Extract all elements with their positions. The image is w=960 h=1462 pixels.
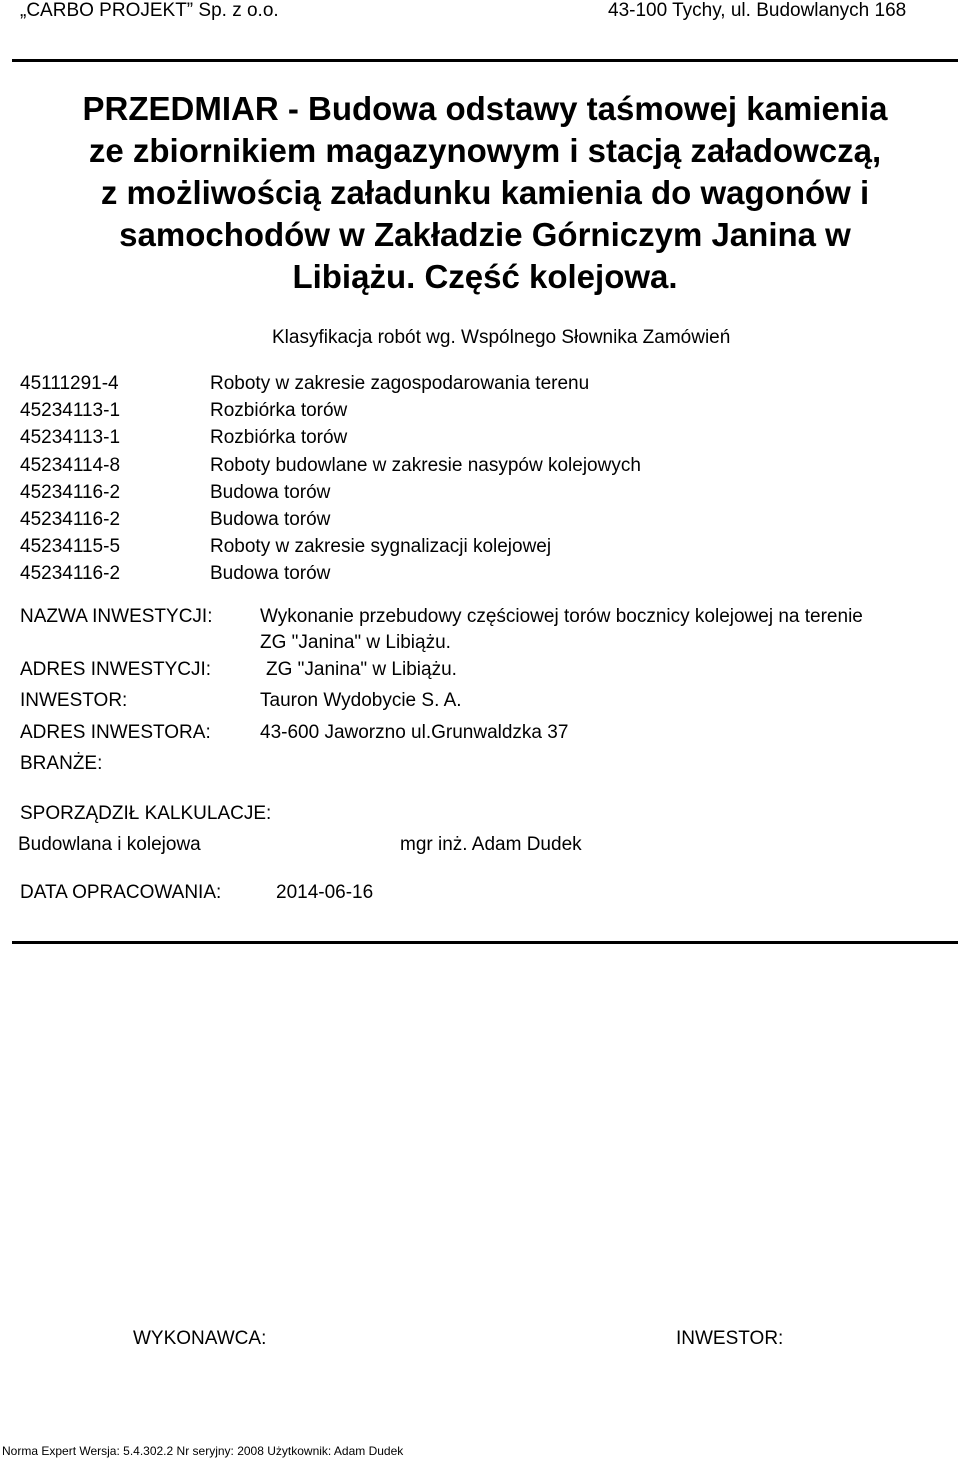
cpv-code: 45234116-2 bbox=[20, 508, 121, 530]
cpv-row bbox=[20, 372, 920, 399]
cpv-description: Roboty w zakresie sygnalizacji kolejowej bbox=[210, 536, 552, 558]
title-line: PRZEDMIAR - Budowa odstawy taśmowej kamienia bbox=[82, 90, 888, 127]
classification-heading: Klasyfikacja robót wg. Wspólnego Słownika Zamówień bbox=[272, 327, 731, 348]
cpv-code: 45234116-2 bbox=[20, 481, 121, 503]
branches-label: BRANŻE: bbox=[20, 753, 103, 774]
cpv-description: Budowa torów bbox=[210, 563, 331, 585]
cpv-description: Rozbiórka torów bbox=[210, 427, 348, 449]
cpv-description: Roboty w zakresie zagospodarowania terenu bbox=[210, 373, 590, 394]
bottom-divider bbox=[12, 941, 958, 944]
top-divider bbox=[12, 59, 958, 62]
cpv-code: 45111291-4 bbox=[20, 373, 119, 394]
cpv-code: 45234116-2 bbox=[20, 563, 121, 585]
investment-name-label: NAZWA INWESTYCJI: bbox=[20, 606, 213, 627]
investor-label: INWESTOR: bbox=[20, 690, 128, 711]
document-title bbox=[20, 88, 950, 298]
title-line: Libiążu. Część kolejowa. bbox=[292, 258, 678, 295]
investor-value: Tauron Wydobycie S. A. bbox=[260, 690, 462, 711]
cpv-code: 45234114-8 bbox=[20, 454, 121, 476]
cpv-code: 45234115-5 bbox=[20, 536, 121, 558]
header-company: „CARBO PROJEKT” Sp. z o.o. bbox=[20, 0, 279, 21]
investment-address-label: ADRES INWESTYCJI: bbox=[20, 659, 212, 680]
prepared-branch: Budowlana i kolejowa bbox=[18, 834, 201, 855]
cpv-code: 45234113-1 bbox=[20, 400, 121, 422]
cpv-description: Rozbiórka torów bbox=[210, 400, 348, 422]
cpv-row bbox=[20, 481, 920, 508]
cpv-description: Budowa torów bbox=[210, 508, 331, 530]
title-line: samochodów w Zakładzie Górniczym Janina w bbox=[119, 216, 851, 253]
cpv-row bbox=[20, 562, 920, 589]
cpv-row bbox=[20, 508, 920, 535]
date-value: 2014-06-16 bbox=[276, 882, 374, 903]
prepared-author: mgr inż. Adam Dudek bbox=[400, 834, 582, 855]
investment-name-line1: Wykonanie przebudowy częściowej torów bocznicy kolejowej na terenie bbox=[260, 606, 863, 627]
cpv-description: Roboty budowlane w zakresie nasypów kolejowych bbox=[210, 454, 641, 476]
investor-address-label: ADRES INWESTORA: bbox=[20, 722, 211, 743]
contractor-signature-label: WYKONAWCA: bbox=[133, 1328, 267, 1349]
title-line: ze zbiornikiem magazynowym i stacją załadowczą, bbox=[88, 132, 882, 169]
cpv-description: Budowa torów bbox=[210, 481, 331, 503]
cpv-row bbox=[20, 426, 920, 453]
cpv-row bbox=[20, 535, 920, 562]
header-address: 43-100 Tychy, ul. Budowlanych 168 bbox=[608, 0, 907, 21]
title-line: z możliwością załadunku kamienia do wagonów i bbox=[100, 174, 870, 211]
prepared-by-label: SPORZĄDZIŁ KALKULACJE: bbox=[20, 803, 272, 824]
investment-address-value: ZG "Janina" w Libiążu. bbox=[266, 659, 457, 680]
cpv-code: 45234113-1 bbox=[20, 427, 121, 449]
investor-signature-label: INWESTOR: bbox=[676, 1328, 784, 1349]
investment-name-line2: ZG "Janina" w Libiążu. bbox=[260, 632, 451, 653]
cpv-row bbox=[20, 454, 920, 481]
investor-address-value: 43-600 Jaworzno ul.Grunwaldzka 37 bbox=[260, 722, 569, 743]
software-footer: Norma Expert Wersja: 5.4.302.2 Nr seryjny: 2008 Użytkownik: Adam Dudek bbox=[2, 1444, 404, 1458]
cpv-row bbox=[20, 399, 920, 426]
date-label: DATA OPRACOWANIA: bbox=[20, 882, 222, 903]
cpv-list bbox=[20, 372, 920, 590]
